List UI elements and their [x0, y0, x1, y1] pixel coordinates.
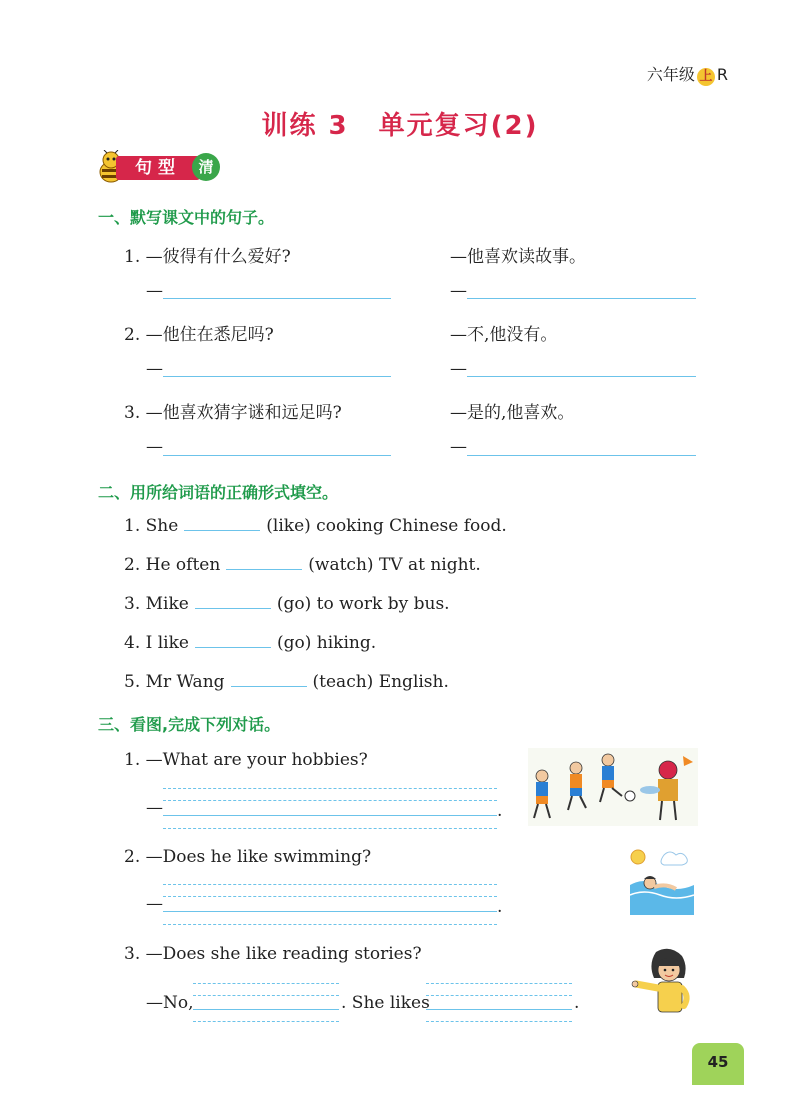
s1-a1: —他喜欢读故事。 [450, 247, 586, 267]
grade-suffix: R [716, 65, 728, 84]
grade-badge: 上 [697, 68, 715, 86]
s1-a2: —不,他没有。 [450, 325, 558, 345]
s3-guide-2a [163, 884, 497, 885]
page-title [0, 105, 800, 142]
s3-q3: 3. —Does she like reading stories? [124, 944, 422, 964]
s1-answer-line-2a[interactable] [163, 376, 391, 377]
s1-dash-2a: — [146, 359, 163, 379]
s2-item-2 [124, 555, 481, 575]
s3-guide-3a [193, 983, 339, 984]
s2-blank-2[interactable] [226, 555, 302, 570]
section2-heading: 二、用所给词语的正确形式填空。 [98, 483, 339, 502]
s1-answer-line-3a[interactable] [163, 455, 391, 456]
grade-prefix: 六年级 [646, 65, 695, 84]
s3-q1: 1. —What are your hobbies? [124, 750, 368, 770]
s2-item-5-pre: 5. Mr Wang [124, 672, 225, 692]
s3-answer-line-3a[interactable] [193, 1009, 339, 1010]
s2-blank-5[interactable] [231, 672, 307, 687]
s3-answer-line-2[interactable] [163, 911, 497, 912]
s1-a3: —是的,他喜欢。 [450, 403, 575, 423]
s1-answer-line-1b[interactable] [467, 298, 696, 299]
s3-guide-2b [163, 896, 497, 897]
grade-label [647, 62, 728, 86]
section-banner [96, 150, 220, 184]
s2-item-1 [124, 516, 507, 536]
s2-blank-4[interactable] [195, 633, 271, 648]
s3-guide-3b [193, 995, 339, 996]
s2-item-2-post: (watch) TV at night. [308, 555, 481, 575]
s2-item-2-pre: 2. He often [124, 555, 221, 575]
s2-item-5 [124, 672, 449, 692]
title-part2: 单元复习(2) [378, 111, 539, 141]
girl-pointing-image [630, 946, 702, 1016]
s2-item-4-pre: 4. I like [124, 633, 189, 653]
s1-answer-line-1a[interactable] [163, 298, 391, 299]
s3-guide-1c [163, 828, 497, 829]
s2-item-5-post: (teach) English. [312, 672, 449, 692]
banner-badge: 清 [192, 153, 220, 181]
s1-dash-1b: — [450, 281, 467, 301]
banner-label: 句型 [116, 156, 200, 180]
page-number: 45 [692, 1043, 744, 1085]
s3-guide-3d [426, 995, 572, 996]
s2-item-4-post: (go) hiking. [276, 633, 377, 653]
s3-guide-2c [163, 924, 497, 925]
s2-item-4 [124, 633, 376, 653]
s2-item-1-pre: 1. She [124, 516, 179, 536]
s1-answer-line-2b[interactable] [467, 376, 696, 377]
s2-item-1-post: (like) cooking Chinese food. [266, 516, 507, 536]
title-part1: 训练 3 [261, 111, 349, 141]
section3-heading: 三、看图,完成下列对话。 [98, 715, 281, 734]
s1-q2: 2. —他住在悉尼吗? [124, 325, 274, 345]
s3-q2: 2. —Does he like swimming? [124, 847, 372, 867]
s3-guide-3f [426, 1021, 572, 1022]
s2-blank-3[interactable] [195, 594, 271, 609]
boy-swimming-image [624, 845, 700, 919]
s1-dash-2b: — [450, 359, 467, 379]
s3-period-2: . [497, 897, 503, 917]
s3-period-1: . [497, 801, 503, 821]
s3-period-3: . [574, 993, 580, 1013]
s1-q3: 3. —他喜欢猜字谜和远足吗? [124, 403, 342, 423]
s1-dash-3a: — [146, 437, 163, 457]
s3-dash-1: — [146, 798, 163, 818]
s2-item-3-pre: 3. Mike [124, 594, 189, 614]
s1-q1: 1. —彼得有什么爱好? [124, 247, 291, 267]
s2-item-3 [124, 594, 450, 614]
section1-heading: 一、默写课文中的句子。 [98, 208, 275, 227]
s3-she-likes: . She likes [341, 993, 430, 1013]
s3-no: —No, [146, 993, 194, 1013]
s3-guide-1a [163, 788, 497, 789]
s3-answer-line-1[interactable] [163, 815, 497, 816]
s1-dash-1a: — [146, 281, 163, 301]
s3-dash-2: — [146, 894, 163, 914]
s1-answer-line-3b[interactable] [467, 455, 696, 456]
s3-guide-3e [193, 1021, 339, 1022]
s2-item-3-post: (go) to work by bus. [276, 594, 450, 614]
kids-playing-football-image [528, 748, 698, 826]
s3-guide-3c [426, 983, 572, 984]
s3-answer-line-3b[interactable] [426, 1009, 572, 1010]
s3-guide-1b [163, 800, 497, 801]
s1-dash-3b: — [450, 437, 467, 457]
s2-blank-1[interactable] [184, 516, 260, 531]
